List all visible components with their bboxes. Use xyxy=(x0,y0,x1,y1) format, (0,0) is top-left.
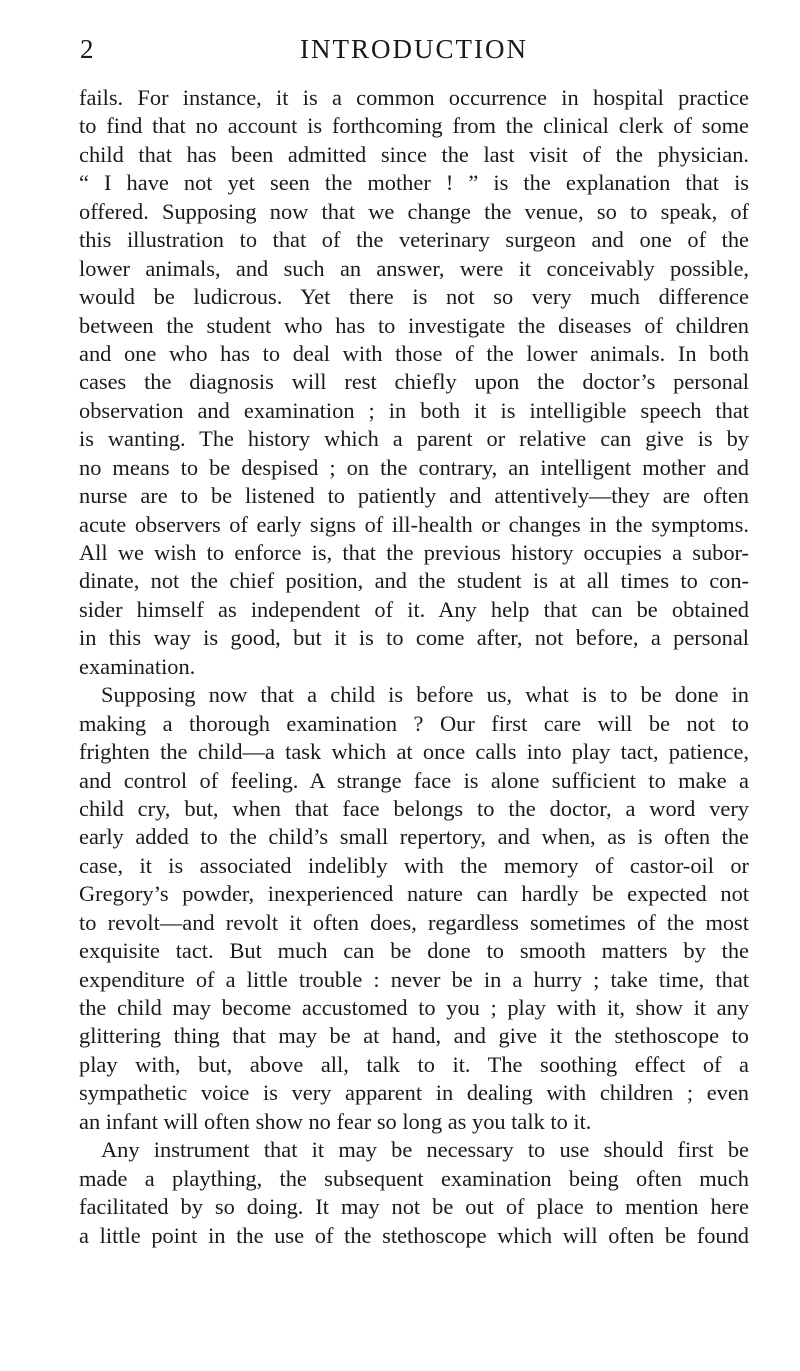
text-line: dinate, not the chief position, and the student is at all times to con- xyxy=(79,568,749,594)
paragraph-start-line: Supposing now that a child is before us, what is to be done in xyxy=(101,682,749,708)
text-line: to revolt—and revolt it often does, regardless sometimes of the most xyxy=(79,909,749,935)
body-text xyxy=(79,84,749,1250)
text-line: would be ludicrous. Yet there is not so very much difference xyxy=(79,284,749,310)
page-header xyxy=(80,34,748,70)
text-line: sider himself as independent of it. Any help that can be obtained xyxy=(79,596,749,622)
text-line: play with, but, above all, talk to it. The soothing effect of a xyxy=(79,1051,749,1077)
text-line: nurse are to be listened to patiently and attentively—they are often xyxy=(79,483,749,509)
text-line: and control of feeling. A strange face is alone sufficient to make a xyxy=(79,767,749,793)
text-line: frighten the child—a task which at once calls into play tact, patience, xyxy=(79,739,749,765)
text-line: facilitated by so doing. It may not be out of place to mention here xyxy=(79,1194,749,1220)
text-line: All we wish to enforce is, that the previous history occupies a subor- xyxy=(79,540,749,565)
text-line: offered. Supposing now that we change the venue, so to speak, of xyxy=(79,198,749,224)
text-line: cases the diagnosis will rest chiefly upon the doctor’s personal xyxy=(79,369,749,395)
text-line: fails. For instance, it is a common occurrence in hospital practice xyxy=(79,85,749,110)
text-line: “ I have not yet seen the mother ! ” is the explanation that is xyxy=(79,170,749,196)
text-line: is wanting. The history which a parent or relative can give is by xyxy=(79,426,749,452)
text-line: the child may become accustomed to you ; play with it, show it any xyxy=(79,995,749,1020)
text-line: acute observers of early signs of ill-health or changes in the symptoms. xyxy=(79,511,749,537)
text-line: child that has been admitted since the last visit of the physician. xyxy=(79,141,749,167)
text-line: making a thorough examination ? Our first care will be not to xyxy=(79,710,749,736)
text-line: lower animals, and such an answer, were it conceivably possible, xyxy=(79,255,749,281)
text-line: observation and examination ; in both it is intelligible speech that xyxy=(79,397,749,423)
text-line: between the student who has to investigate the diseases of children xyxy=(79,312,749,338)
paragraph-end-line: examination. xyxy=(79,653,196,679)
text-line: sympathetic voice is very apparent in dealing with children ; even xyxy=(79,1080,749,1106)
text-line: Gregory’s powder, inexperienced nature can hardly be expected not xyxy=(79,881,749,907)
text-line: case, it is associated indelibly with the memory of castor-oil or xyxy=(79,852,749,878)
text-line: early added to the child’s small repertory, and when, as is often the xyxy=(79,824,749,850)
text-line: made a plaything, the subsequent examination being often much xyxy=(79,1165,749,1191)
text-line: child cry, but, when that face belongs to the doctor, a word very xyxy=(79,795,749,821)
text-line: no means to be despised ; on the contrary, an intelligent mother and xyxy=(79,454,749,480)
text-line: a little point in the use of the stethoscope which will often be found xyxy=(79,1222,749,1248)
text-line: in this way is good, but it is to come after, not before, a personal xyxy=(79,625,749,651)
text-line: this illustration to that of the veterinary surgeon and one of the xyxy=(79,227,749,253)
text-line: glittering thing that may be at hand, and give it the stethoscope to xyxy=(79,1023,749,1049)
text-line: and one who has to deal with those of the lower animals. In both xyxy=(79,340,749,366)
running-head: INTRODUCTION xyxy=(300,34,528,64)
paragraph-start-line: Any instrument that it may be necessary to use should first be xyxy=(101,1137,749,1163)
paragraph-end-line: an infant will often show no fear so long as you talk to it. xyxy=(79,1108,592,1134)
text-line: to find that no account is forthcoming from the clinical clerk of some xyxy=(79,113,749,139)
text-line: exquisite tact. But much can be done to smooth matters by the xyxy=(79,938,749,964)
text-line: expenditure of a little trouble : never be in a hurry ; take time, that xyxy=(79,966,749,992)
page-number: 2 xyxy=(80,34,95,64)
